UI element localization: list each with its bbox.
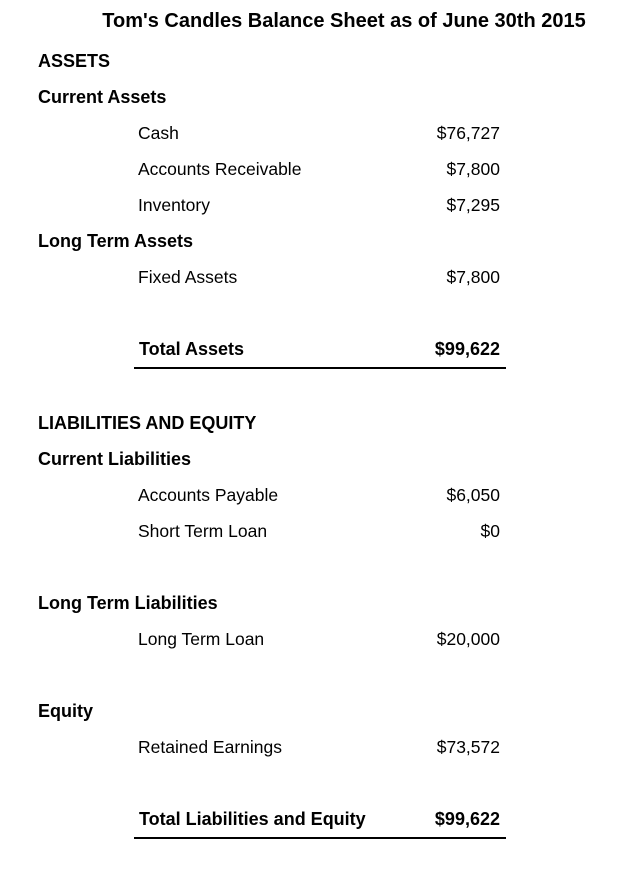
long-term-assets-heading: Long Term Assets xyxy=(38,231,194,251)
long-term-loan-label: Long Term Loan xyxy=(138,629,265,649)
retained-earnings-value: $73,572 xyxy=(436,737,500,757)
accounts-receivable-label: Accounts Receivable xyxy=(138,159,302,179)
short-term-loan-value: $0 xyxy=(480,521,500,541)
long-term-liabilities-heading: Long Term Liabilities xyxy=(38,593,218,613)
total-assets-underline xyxy=(134,367,506,369)
total-assets-label: Total Assets xyxy=(139,339,245,359)
accounts-payable-value: $6,050 xyxy=(446,485,500,505)
current-liabilities-heading: Current Liabilities xyxy=(38,449,192,469)
total-liabilities-equity-underline xyxy=(134,837,506,839)
fixed-assets-value: $7,800 xyxy=(446,267,500,287)
retained-earnings-label: Retained Earnings xyxy=(138,737,282,757)
current-assets-heading: Current Assets xyxy=(38,87,167,107)
long-term-loan-value: $20,000 xyxy=(436,629,500,649)
page-title: Tom's Candles Balance Sheet as of June 30th 2015 xyxy=(102,10,586,32)
total-liabilities-equity-value: $99,622 xyxy=(434,809,500,829)
equity-heading: Equity xyxy=(38,701,94,721)
cash-value: $76,727 xyxy=(436,123,500,143)
total-liabilities-equity-label: Total Liabilities and Equity xyxy=(139,809,366,829)
accounts-payable-label: Accounts Payable xyxy=(138,485,279,505)
accounts-receivable-value: $7,800 xyxy=(446,159,500,179)
cash-label: Cash xyxy=(138,123,179,143)
total-assets-value: $99,622 xyxy=(434,339,500,359)
fixed-assets-label: Fixed Assets xyxy=(138,267,238,287)
inventory-label: Inventory xyxy=(138,195,210,215)
short-term-loan-label: Short Term Loan xyxy=(138,521,268,541)
inventory-value: $7,295 xyxy=(446,195,500,215)
assets-heading: ASSETS xyxy=(38,51,111,71)
liabilities-equity-heading: LIABILITIES AND EQUITY xyxy=(38,413,257,433)
